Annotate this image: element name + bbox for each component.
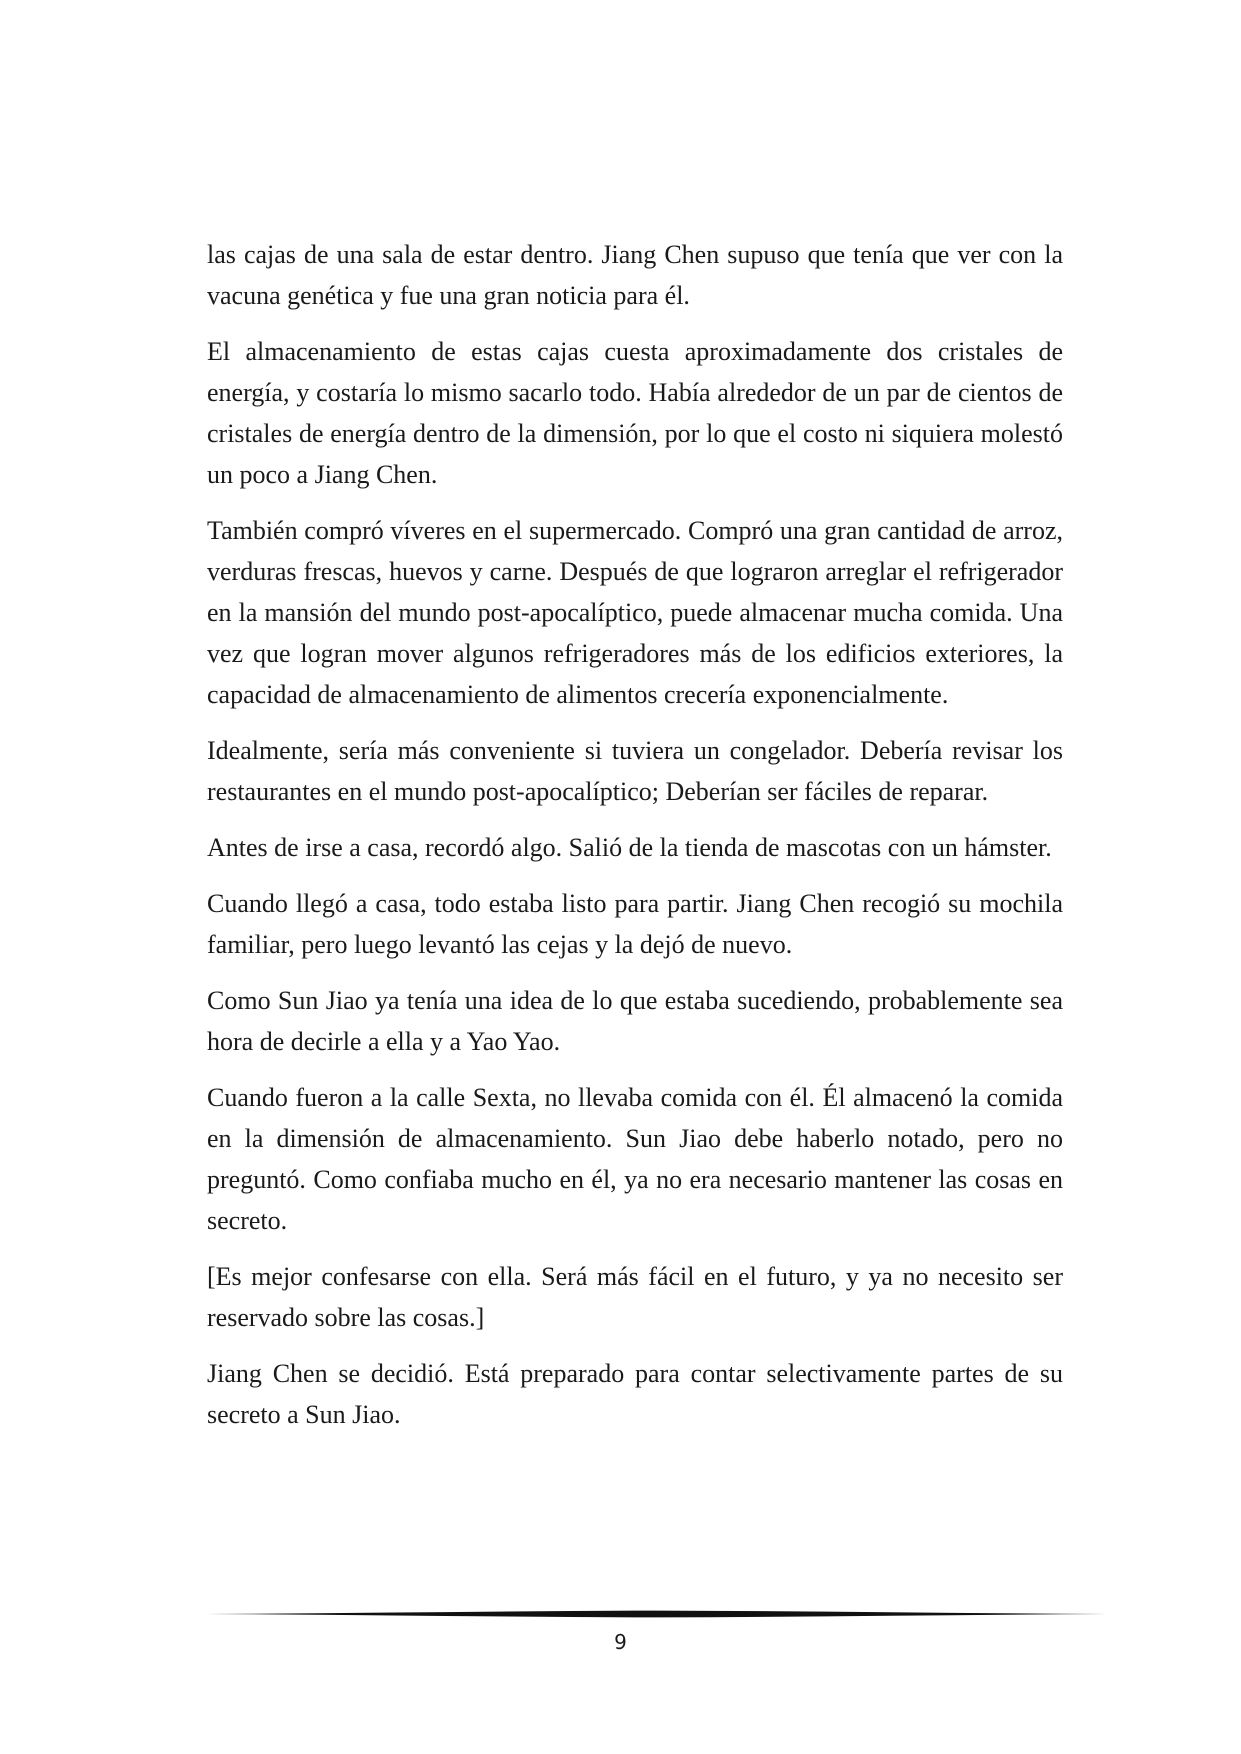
paragraph: Idealmente, sería más conveniente si tuviera un congelador. Debería revisar los restaurantes en el mundo post-apocalíptico; Deberían ser fáciles de reparar. bbox=[207, 736, 1063, 806]
paragraph: Jiang Chen se decidió. Está preparado para contar selectivamente partes de su secreto a Sun Jiao. bbox=[207, 1359, 1063, 1429]
paragraph: También compró víveres en el supermercado. Compró una gran cantidad de arroz, verduras frescas, huevos y carne. Después de que lograron arreglar el refrigerador en la mansión del mundo post-apocalíptico, puede almacenar mucha comida. Una vez que logran mover algunos refrigeradores más de los edificios exteriores, la capacidad de almacenamiento de alimentos crecería exponencialmente. bbox=[207, 516, 1063, 709]
paragraph: Como Sun Jiao ya tenía una idea de lo que estaba sucediendo, probablemente sea hora de decirle a ella y a Yao Yao. bbox=[207, 986, 1063, 1056]
paragraph: las cajas de una sala de estar dentro. Jiang Chen supuso que tenía que ver con la vacuna genética y fue una gran noticia para él. bbox=[207, 240, 1063, 310]
paragraph: [Es mejor confesarse con ella. Será más fácil en el futuro, y ya no necesito ser reservado sobre las cosas.] bbox=[207, 1262, 1063, 1332]
paragraph: El almacenamiento de estas cajas cuesta aproximadamente dos cristales de energía, y costaría lo mismo sacarlo todo. Había alrededor de un par de cientos de cristales de energía dentro de la dimensión, por lo que el costo ni siquiera molestó un poco a Jiang Chen. bbox=[207, 337, 1063, 489]
footer-divider bbox=[207, 1608, 1107, 1620]
page-number: 9 bbox=[614, 1630, 627, 1654]
paragraph: Cuando llegó a casa, todo estaba listo para partir. Jiang Chen recogió su mochila familiar, pero luego levantó las cejas y la dejó de nuevo. bbox=[207, 889, 1063, 959]
paragraph: Cuando fueron a la calle Sexta, no llevaba comida con él. Él almacenó la comida en la dimensión de almacenamiento. Sun Jiao debe haberlo notado, pero no preguntó. Como confiaba mucho en él, ya no era necesario mantener las cosas en secreto. bbox=[207, 1083, 1063, 1235]
paragraph: Antes de irse a casa, recordó algo. Salió de la tienda de mascotas con un hámster. bbox=[207, 833, 1052, 862]
body-text bbox=[207, 234, 1063, 1450]
